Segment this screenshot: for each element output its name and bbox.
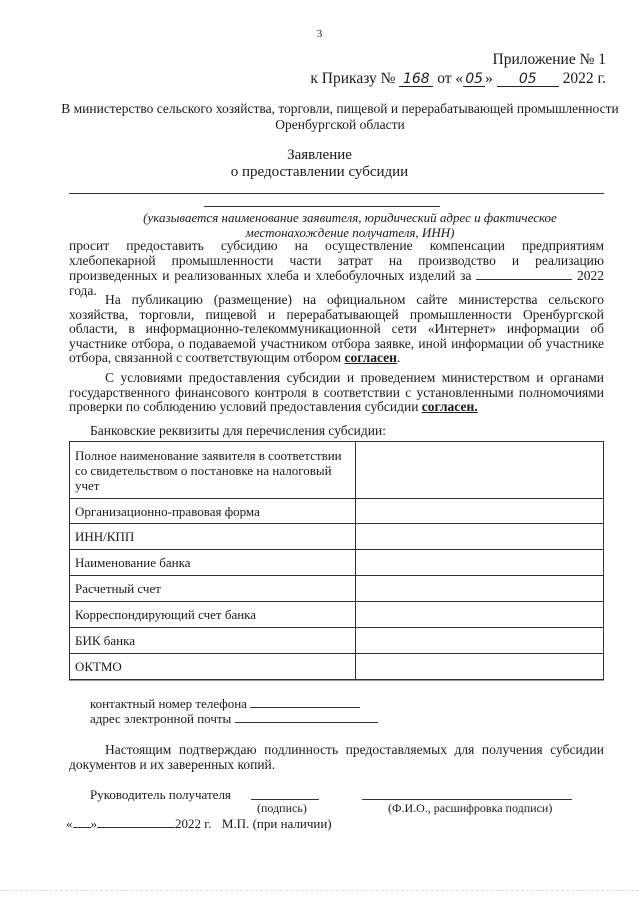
- applicant-hint: (указывается наименование заявителя, юридический адрес и фактическое местонахождение получателя, ИНН): [143, 210, 557, 240]
- phone-blank[interactable]: [250, 696, 360, 708]
- bank-row-label: Корреспондирующий счет банка: [70, 602, 356, 628]
- bank-details-table: [69, 441, 604, 680]
- applicant-line-1: [69, 193, 604, 194]
- date-day-blank[interactable]: [73, 816, 91, 828]
- order-day: 05: [463, 72, 485, 87]
- scan-edge: [0, 890, 639, 892]
- confirm-paragraph: [69, 743, 604, 772]
- table-shadow-line: [69, 680, 604, 681]
- bank-row-value[interactable]: [356, 442, 604, 499]
- bank-row-label: Наименование банка: [70, 550, 356, 576]
- publication-paragraph: На публикацию (размещение) на официальном сайте министерства сельского хозяйства, торговли, пищевой и перерабатывающей промышленности Оренбургской области, в информационно-телекоммуникационной сети «Интернет» информации об участнике отбора, о подаваемой участником отбора заявке, иной информации об участнике отбора, связанной с соответствующим отбором согласен.: [69, 292, 604, 366]
- bank-row-label: БИК банка: [70, 628, 356, 654]
- contact-phone: [90, 696, 360, 712]
- stamp-label: М.П. (при наличии): [221, 816, 332, 831]
- publication-agree: согласен: [344, 350, 397, 366]
- date-month-blank[interactable]: [97, 816, 175, 828]
- bank-row-value[interactable]: [356, 524, 604, 550]
- conditions-paragraph: [69, 371, 604, 415]
- signature-line: [251, 799, 319, 800]
- order-month: 05: [497, 72, 559, 87]
- bank-row-label: Организационно-правовая форма: [70, 499, 356, 524]
- bank-row-label: Расчетный счет: [70, 576, 356, 602]
- table-row: [70, 499, 604, 524]
- request-year: 2022 года.: [69, 268, 605, 298]
- ministry-addressee: В министерство сельского хозяйства, торговли, пищевой и перерабатывающей промышленности Оренбургской области: [61, 101, 619, 132]
- order-prefix: к Приказу №: [310, 70, 396, 87]
- bank-row-value[interactable]: [356, 550, 604, 576]
- appendix-order-line: [310, 70, 606, 88]
- document-subtitle: о предоставлении субсидии: [230, 164, 409, 180]
- order-day-open: «: [455, 70, 464, 87]
- contact-phone-label: контактный номер телефона: [90, 696, 247, 711]
- bank-row-value[interactable]: [356, 654, 604, 680]
- bank-row-value[interactable]: [356, 576, 604, 602]
- request-paragraph: [69, 239, 604, 298]
- conditions-text: С условиями предоставления субсидии и проведением министерством и органами государственного финансового контроля в соответствии с установленными полномочиями проверки по соблюдению условий предоставления субсидии: [69, 370, 604, 415]
- applicant-line-2: [204, 206, 440, 207]
- email-blank[interactable]: [235, 711, 378, 723]
- signature-caption: (подпись): [257, 801, 307, 815]
- table-row: [70, 550, 604, 576]
- table-row: [70, 576, 604, 602]
- date-year: 2022 г.: [175, 816, 212, 831]
- confirm-text: Настоящим подтверждаю подлинность предоставляемых для получения субсидии документов и их заверенных копий.: [69, 742, 604, 772]
- table-row: [70, 654, 604, 680]
- date-open: «: [66, 816, 73, 831]
- order-number: 168: [399, 72, 433, 87]
- bank-row-label: Полное наименование заявителя в соответствии со свидетельством о постановке на налоговый учет: [70, 442, 356, 499]
- publication-text: На публикацию (размещение) на официальном сайте министерства сельского хозяйства, торговли, пищевой и перерабатывающей промышленности Оренбургской области, в информационно-телекоммуникационной сети «Интернет» информации об участнике отбора, о подаваемой участником отбора заявке, иной информации об участнике отбора, связанной с соответствующим отбором: [69, 292, 604, 366]
- contact-email-label: адрес электронной почты: [90, 711, 232, 726]
- bank-row-label: ИНН/КПП: [70, 524, 356, 550]
- request-text: просит предоставить субсидию на осуществление компенсации предприятиям хлебопекарной промышленности части затрат на производство и реализацию произведенных и реализованных хлеба и хлебобулочных изделий за: [69, 238, 604, 284]
- contact-email: [90, 711, 378, 727]
- bank-details-title: Банковские реквизиты для перечисления субсидии:: [90, 423, 386, 438]
- bank-row-value[interactable]: [356, 499, 604, 524]
- conditions-agree: согласен.: [421, 399, 478, 415]
- date-stamp-line: [66, 816, 332, 832]
- table-row: [70, 442, 604, 499]
- table-row: [70, 524, 604, 550]
- table-row: [70, 602, 604, 628]
- table-row: [70, 628, 604, 654]
- date-close: »: [90, 816, 97, 831]
- bank-row-value[interactable]: [356, 628, 604, 654]
- period-blank: [476, 268, 572, 280]
- order-year: 2022 г.: [562, 70, 606, 87]
- name-caption: (Ф.И.О., расшифровка подписи): [388, 801, 553, 815]
- order-from: от: [437, 70, 452, 87]
- document-title: Заявление: [287, 147, 352, 163]
- order-day-close: »: [485, 70, 493, 87]
- page-number: 3: [316, 28, 323, 40]
- name-line: [362, 799, 572, 800]
- bank-row-label: ОКТМО: [70, 654, 356, 680]
- head-label: Руководитель получателя: [90, 787, 231, 802]
- bank-row-value[interactable]: [356, 602, 604, 628]
- appendix-title: Приложение № 1: [492, 51, 606, 68]
